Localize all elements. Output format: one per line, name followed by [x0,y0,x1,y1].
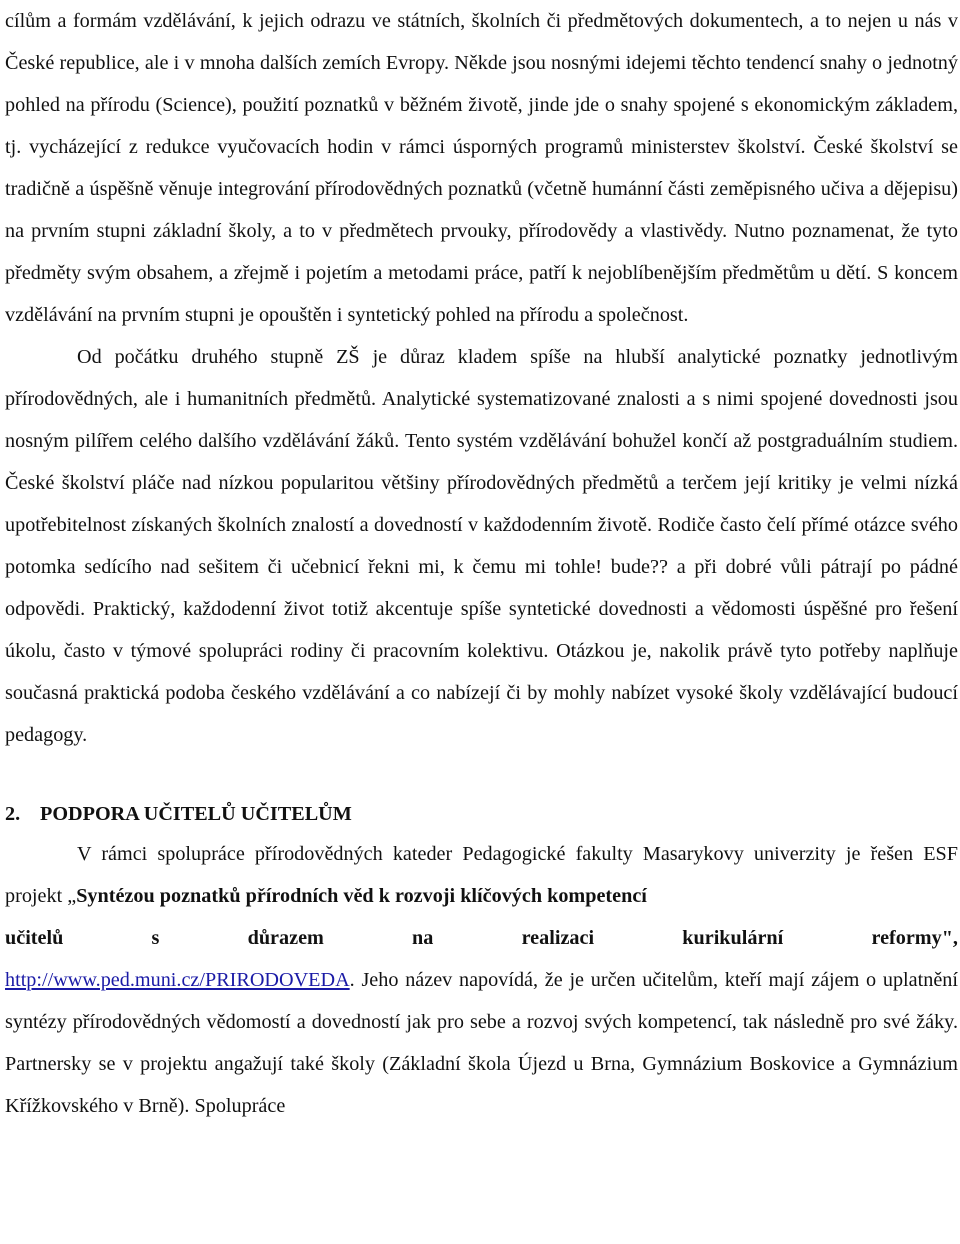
project-title-word: reformy", [871,927,958,949]
project-title-word: důrazem [247,927,324,949]
project-title-word: na [412,927,434,949]
paragraph-intro-text: V rámci spolupráce přírodovědných kateder Pedagogické fakulty Masarykovy univerzity je řešen ESF projekt „ [5,843,958,907]
project-title-word: učitelů [5,927,64,949]
paragraph-text: Od počátku druhého stupně ZŠ je důraz kladem spíše na hlubší analytické poznatky jednotlivým přírodovědných, ale i humanitních předmětů. Analytické systematizované znalosti a s nimi spojené dovednosti jsou nosným pilířem celého dalšího vzdělávání žáků. Tento systém vzdělávání bohužel končí až postgraduálním studiem. České školství pláče nad nízkou popularitou většiny přírodovědných předmětů a terčem její kritiky je velmi nízká upotřebitelnost získaných školních znalostí a dovedností v každodenním životě. Rodiče často čelí přímé otázce svého potomka sedícího nad sešitem či učebnicí řekni mi, k čemu mi tohle! bude?? a při dobré vůli pátrají po pádné odpovědi. Praktický, každodenní život totiž akcentuje spíše syntetické dovednosti a vědomosti úspěšné pro řešení úkolu, často v týmové spolupráci rodiny či pracovním kolektivu. Otázkou je, nakolik právě tyto potřeby naplňuje současná praktická podoba českého vzdělávání a co nabízejí či by mohly nabízet vysoké školy vzdělávající budoucí pedagogy. [5,346,958,746]
paragraph-text: . Jeho název napovídá, že je určen učitelům, kteří mají zájem o uplatnění syntézy přírodovědných vědomostí a dovedností jak pro sebe a rozvoj svých kompetencí, tak následně pro své žáky. Partnersky se v projektu angažují také školy (Základní škola Újezd u Brna, Gymnázium Boskovice a Gymnázium Křížkovského v Brně). Spolupráce [5,969,958,1117]
paragraph-project [5,833,958,917]
project-title-word: kurikulární [682,927,784,949]
paragraph-intro [5,0,958,336]
project-title-word: realizaci [521,927,595,949]
project-title-word: s [151,927,160,949]
project-link[interactable]: http://www.ped.muni.cz/PRIRODOVEDA [5,969,350,991]
project-title-part: Syntézou poznatků přírodních věd k rozvoji klíčových kompetencí [76,885,647,907]
paragraph-text: cílům a formám vzdělávání, k jejich odrazu ve státních, školních či předmětových dokumentech, a to nejen u nás v České republice, ale i v mnoha dalších zemích Evropy. Někde jsou nosnými idejemi těchto tendencí snahy o jednotný pohled na přírodu (Science), použití poznatků v běžném životě, jinde jde o snahy spojené s ekonomickým základem, tj. vycházející z redukce vyučovacích hodin v rámci úsporných programů ministerstev školství. České školství se tradičně a úspěšně věnuje integrování přírodovědných poznatků (včetně humánní části zeměpisného učiva a dějepisu) na prvním stupni základní školy, a to v předmětech prvouky, přírodovědy a vlastivědy. Nutno poznamenat, že tyto předměty svým obsahem, a zřejmě i pojetím a metodami práce, patří k nejoblíbenějším předmětům u dětí. S koncem vzdělávání na prvním stupni je opouštěn i syntetický pohled na přírodu a společnost. [5,10,958,326]
section-number: 2. [5,803,21,825]
section-heading [5,793,958,835]
paragraph-second-stage [5,336,958,756]
section-title: PODPORA UČITELŮ UČITELŮM [40,803,352,825]
project-title-line [5,917,958,959]
document-page [5,0,958,1127]
paragraph-project-continued [5,959,958,1127]
